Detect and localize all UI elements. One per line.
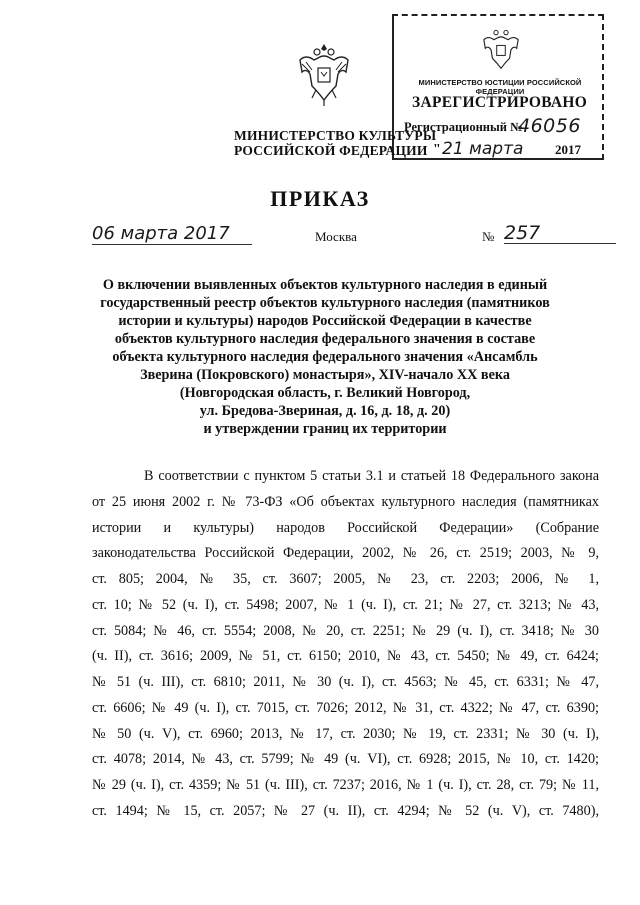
stamp-ministry-name: МИНИСТЕРСТВО ЮСТИЦИИ РОССИЙСКОЙ ФЕДЕРАЦИИ — [418, 78, 582, 96]
body-line: № 50 (ч. V), ст. 6960; 2013, № 17, ст. 2030; № 19, ст. 2331; № 30 (ч. I), — [92, 725, 599, 742]
stamp-date-quote: " — [433, 142, 441, 157]
stamp-registered-label: ЗАРЕГИСТРИРОВАНО — [412, 94, 588, 111]
body-line: истории и культуры) народов Российской Федерации» (Собрание — [92, 519, 599, 536]
body-line: В соответствии с пунктом 5 статьи 3.1 и статьей 18 Федерального закона — [144, 468, 599, 484]
stamp-registration-label: Регистрационный № — [404, 120, 523, 134]
order-number-label: № — [482, 229, 495, 244]
heading-line: объекта культурного наследия федерального значения «Ансамбль — [112, 349, 538, 365]
body-line: № 51 (ч. III), ст. 6810; 2011, № 30 (ч. I), ст. 4563; № 45, ст. 6331; № 47, — [92, 674, 599, 690]
order-number: 257 — [504, 223, 616, 244]
heading-line: (Новгородская область, г. Великий Новгород, — [179, 385, 471, 401]
stamp-coat-of-arms-icon — [480, 24, 522, 74]
heading-line: Зверина (Покровского) монастыря», XIV-начало XX века — [140, 367, 510, 383]
order-date: 06 марта 2017 — [92, 224, 252, 245]
coat-of-arms-icon — [296, 38, 352, 108]
body-line: ст. 4078; 2014, № 43, ст. 5799; № 49 (ч. VI), ст. 6928; 2015, № 10, ст. 1420; — [92, 751, 599, 768]
body-line: ст. 10; № 52 (ч. I), ст. 5498; 2007, № 1 (ч. I), ст. 21; № 27, ст. 3213; № 43, — [92, 596, 599, 613]
body-line: № 29 (ч. I), ст. 4359; № 51 (ч. III), ст. 7237; 2016, № 1 (ч. I), ст. 28, ст. 79; № 11, — [92, 777, 599, 793]
ministry-name-line-1: МИНИСТЕРСТВО КУЛЬТУРЫ — [234, 128, 437, 143]
body-line: ст. 6606; № 49 (ч. I), ст. 7015, ст. 7026; 2012, № 31, ст. 4322; № 47, ст. 6390; — [92, 699, 599, 716]
stamp-registration-date: 21 марта — [442, 139, 524, 159]
ministry-name-line-2: РОССИЙСКОЙ ФЕДЕРАЦИИ — [234, 143, 428, 158]
order-heading — [90, 276, 560, 438]
heading-line: истории и культуры) народов Российской Федерации в качестве — [118, 313, 532, 329]
body-line: ст. 1494; № 15, ст. 2057; № 27 (ч. II), ст. 4294; № 52 (ч. V), ст. 7480), — [92, 802, 599, 819]
body-line: ст. 805; 2004, № 35, ст. 3607; 2005, № 23, ст. 2203; 2006, № 1, — [92, 571, 599, 587]
heading-line: и утверждении границ их территории — [203, 421, 447, 437]
heading-line: ул. Бредова-Звериная, д. 16, д. 18, д. 20) — [199, 403, 451, 419]
body-line: (ч. II), ст. 3616; 2009, № 51, ст. 6150; 2010, № 43, ст. 5450; № 49, ст. 6424; — [92, 648, 599, 665]
body-line: законодательства Российской Федерации, 2002, № 26, ст. 2519; 2003, № 9, — [92, 545, 599, 562]
stamp-registration-year: 2017 — [555, 142, 581, 157]
document-title: ПРИКАЗ — [270, 186, 370, 211]
stamp-registration-number: 46056 — [518, 115, 581, 137]
order-body — [92, 464, 599, 825]
body-line: ст. 5084; № 46, ст. 5554; 2008, № 20, ст. 2251; № 29 (ч. I), ст. 3418; № 30 — [92, 622, 599, 639]
heading-line: государственный реестр объектов культурного наследия (памятников — [100, 295, 550, 311]
order-city: Москва — [315, 229, 357, 244]
body-line: от 25 июня 2002 г. № 73-ФЗ «Об объектах культурного наследия (памятниках — [92, 493, 599, 510]
heading-line: О включении выявленных объектов культурного наследия в единый — [102, 277, 548, 293]
heading-line: объектов культурного наследия федерального значения в составе — [114, 331, 536, 347]
